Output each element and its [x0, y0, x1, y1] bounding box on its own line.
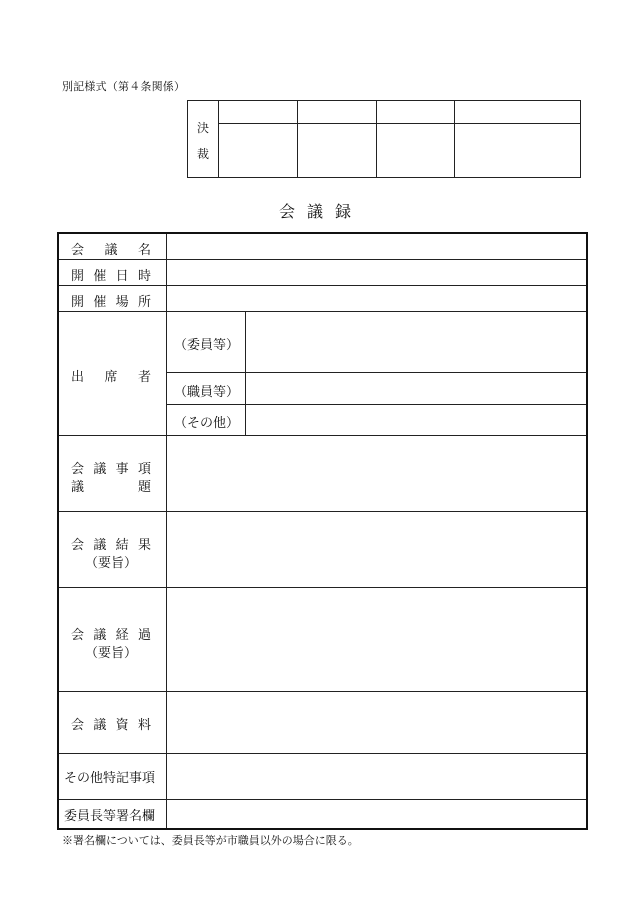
label-attendee-staff: （職員等） — [174, 385, 240, 400]
label-progress-line1: 会 議 経 過 — [71, 628, 151, 643]
attendee-other-field[interactable] — [246, 405, 586, 435]
approval-stamp-box-2[interactable] — [298, 101, 377, 177]
approval-stamp-box-4[interactable] — [455, 101, 580, 177]
progress-field[interactable] — [167, 588, 586, 691]
page-title: 会議録 — [278, 202, 363, 221]
attendee-staff-field[interactable] — [246, 373, 586, 404]
label-progress-line2: （要旨） — [84, 646, 137, 661]
approval-label-top: 決 — [196, 121, 209, 135]
approval-stamp-box-3[interactable] — [377, 101, 455, 177]
footnote: ※署名欄については、委員長等が市職員以外の場合に限る。 — [62, 834, 359, 847]
approval-label-column — [188, 101, 219, 177]
label-attendee-members: （委員等） — [174, 338, 240, 353]
approval-stamp-box-1[interactable] — [219, 101, 298, 177]
label-agenda-line1: 会 議 事 項 — [71, 462, 151, 477]
label-other-notes: その他特記事項 — [64, 771, 156, 786]
other-notes-field[interactable] — [167, 754, 586, 799]
label-signature: 委員長等署名欄 — [64, 809, 156, 824]
label-attendees: 出 席 者 — [71, 370, 151, 385]
materials-field[interactable] — [167, 692, 586, 753]
datetime-field[interactable] — [167, 260, 586, 285]
approval-grid — [187, 100, 581, 178]
label-datetime: 開 催 日 時 — [71, 269, 151, 284]
meeting-name-field[interactable] — [167, 234, 586, 259]
signature-field[interactable] — [167, 800, 586, 828]
result-field[interactable] — [167, 512, 586, 587]
label-attendee-other: （その他） — [174, 416, 240, 431]
label-materials: 会 議 資 料 — [71, 718, 151, 733]
approval-label-bottom: 裁 — [196, 147, 209, 161]
label-meeting-name: 会 議 名 — [71, 243, 151, 258]
venue-field[interactable] — [167, 286, 586, 311]
label-result-line1: 会 議 結 果 — [71, 538, 151, 553]
label-result-line2: （要旨） — [84, 556, 137, 571]
label-venue: 開 催 場 所 — [71, 295, 151, 310]
attendee-members-field[interactable] — [246, 312, 586, 372]
form-reference: 別記様式（第４条関係） — [62, 80, 186, 93]
agenda-field[interactable] — [167, 436, 586, 511]
minutes-table — [57, 232, 588, 830]
label-agenda-line2: 議 題 — [71, 480, 151, 495]
